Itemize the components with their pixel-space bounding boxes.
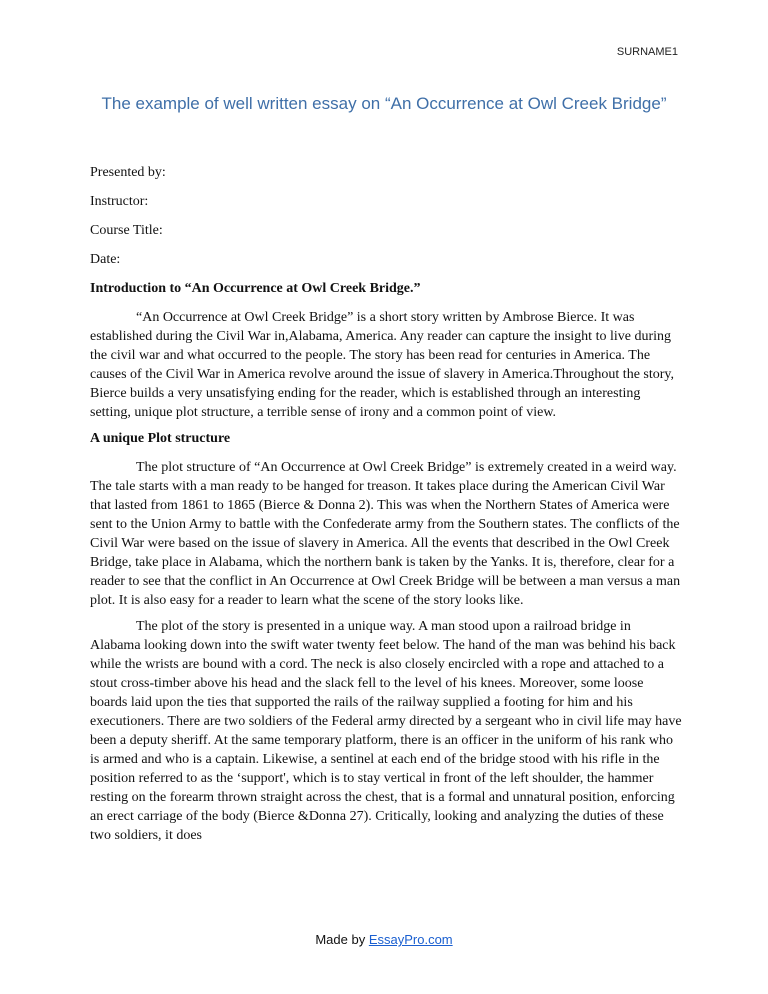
plot-paragraph-2: The plot of the story is presented in a unique way. A man stood upon a railroad bridge in Alabama looking down into the swift water twenty feet below. The hand of the man was behind his back while the wrists are bound with a cord. The neck is also closely encircled with a rope and attached to a stout cross-timber above his head and the slack fell to the level of his knees. Moreover, some loose boards laid upon the ties that supported the rails of the railway supplied a footing for him and his executioners. There are two soldiers of the Federal army directed by a sergeant who in civil life may have been a deputy sheriff. At the same temporary platform, there is an officer in the uniform of his rank who is armed and who is a captain. Likewise, a sentinel at each end of the bridge stood with his rifle in the position referred to as the ‘support', which is to stay vertical in front of the left shoulder, the hammer resting on the forearm thrown straight across the chest, that is a formal and unnatural position, enforcing an erect carriage of the body (Bierce &Donna 27). Critically, looking and analyzing the duties of these two soldiers, it does — [90, 619, 682, 843]
date-label: Date: — [90, 252, 121, 267]
essay-title: The example of well written essay on “An Occurrence at Owl Creek Bridge” — [101, 94, 667, 113]
footer-credit — [0, 932, 768, 947]
introduction-paragraph: “An Occurrence at Owl Creek Bridge” is a short story written by Ambrose Bierce. It was established during the Civil War in,Alabama, America. Any reader can capture the insight to live during the civil war and what occurred to the people. The story has been read for centuries in America. The causes of the Civil War in America revolve around the issue of slavery in America.Throughout the story, Bierce builds a very unsatisfying ending for the reader, which is established through an interesting setting, unique plot structure, a terrible sense of irony and a common point of view. — [90, 310, 674, 420]
running-header-surname: SURNAME1 — [616, 46, 678, 58]
section-heading-introduction: Introduction to “An Occurrence at Owl Creek Bridge.” — [90, 281, 421, 296]
footer-prefix: Made by — [315, 932, 369, 947]
presented-by-label: Presented by: — [90, 165, 166, 180]
plot-paragraph-1: The plot structure of “An Occurrence at Owl Creek Bridge” is extremely created in a weird way. The tale starts with a man ready to be hanged for treason. It takes place during the American Civil War that lasted from 1861 to 1865 (Bierce & Donna 2). This was when the Northern States of America were sent to the Union Army to battle with the Confederate army from the Southern states. The conflicts of the Civil War were based on the issue of slavery in America. All the events that described in the Owl Creek Bridge, take place in Alabama, which the northern bank is taken by the Yanks. It is, therefore, clear for a reader to see that the conflict in An Occurrence at Owl Creek Bridge will be between a man versus a man plot. It is also easy for a reader to learn what the scene of the story looks like. — [90, 460, 681, 608]
section-heading-plot-structure: A unique Plot structure — [90, 431, 231, 446]
course-title-label: Course Title: — [90, 223, 163, 238]
essay-body — [90, 163, 682, 852]
essaypro-link[interactable]: EssayPro.com — [368, 932, 453, 947]
instructor-label: Instructor: — [90, 194, 149, 209]
